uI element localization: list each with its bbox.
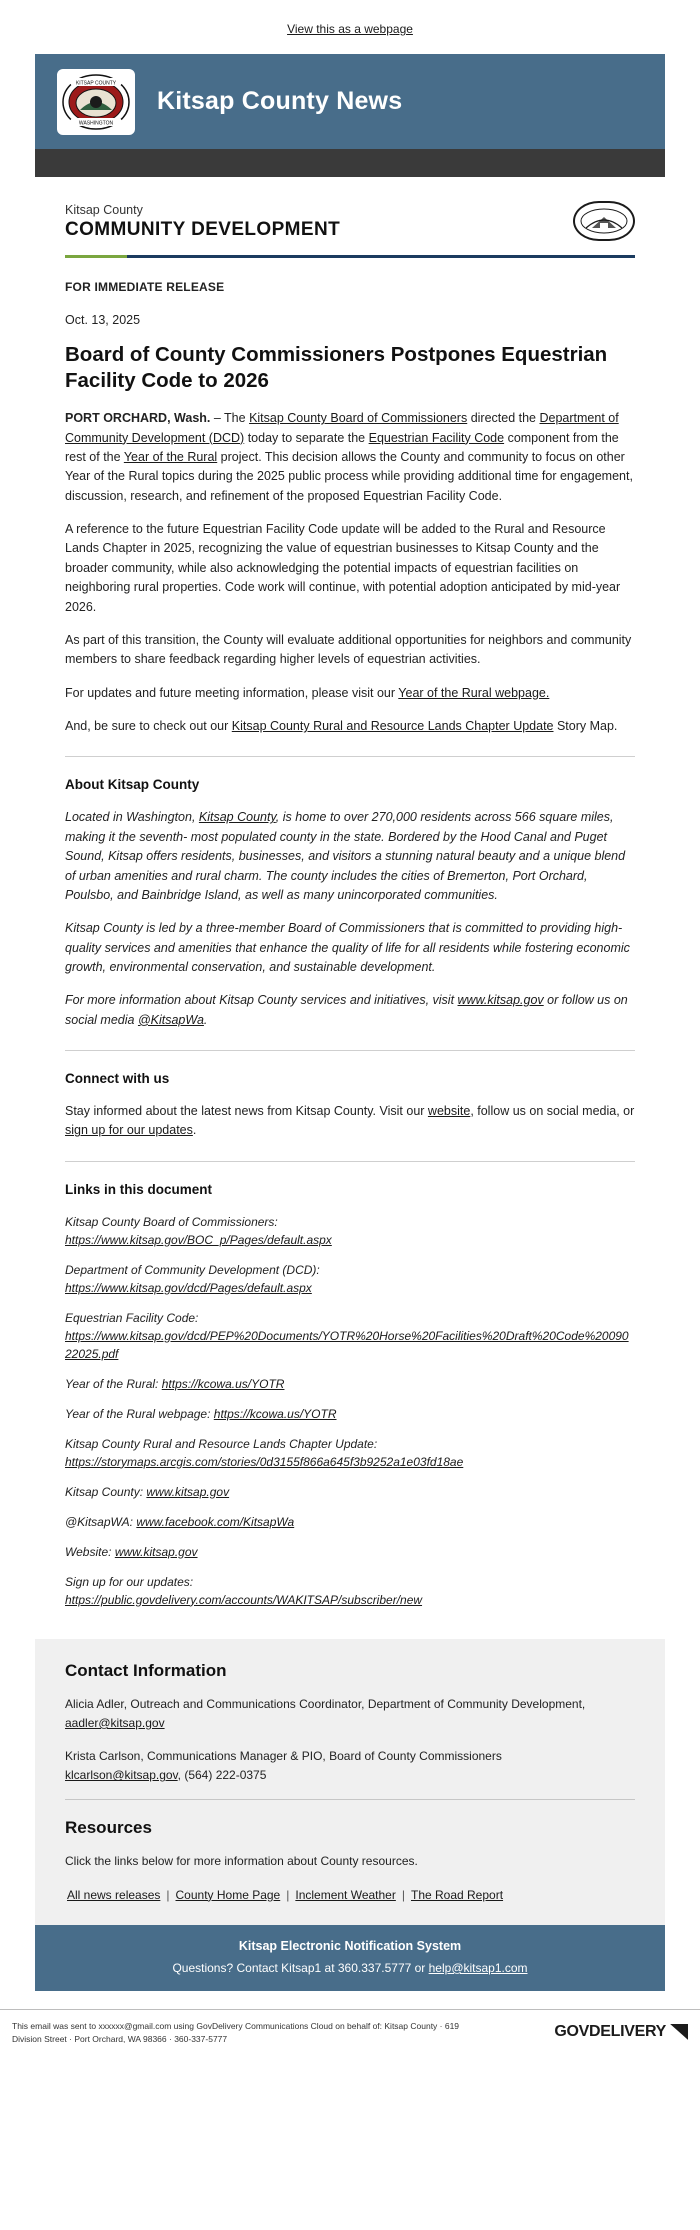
resources-title: Resources [65, 1818, 152, 1838]
link-year-of-the-rural[interactable]: Year of the Rural [123, 449, 218, 464]
link-kitsap-gov[interactable]: www.kitsap.gov [457, 993, 544, 1008]
content-card [35, 177, 665, 1639]
govdelivery-wordmark: GOVDELIVERY [554, 2022, 666, 2040]
link-url[interactable]: https://storymaps.arcgis.com/stories/0d3155f866a645f3b9252a1e03fd18ae [65, 1454, 464, 1469]
department-line1: Kitsap County [65, 203, 143, 217]
link-all-news-releases[interactable]: All news releases [67, 1887, 161, 1902]
footer-banner [35, 1925, 665, 1991]
link-label: @KitsapWA: [65, 1514, 133, 1529]
list-item [65, 1435, 635, 1471]
separator: | [166, 1887, 170, 1902]
list-item [65, 1483, 635, 1501]
link-label: Year of the Rural: [65, 1376, 159, 1391]
link-label: Year of the Rural webpage: [65, 1406, 211, 1421]
resources-links [65, 1886, 635, 1905]
resources-intro: Click the links below for more information about County resources. [65, 1854, 418, 1869]
contact-2-phone: , (564) 222-0375 [177, 1768, 267, 1783]
link-label: Kitsap County: [65, 1484, 144, 1499]
contact-person-1 [65, 1695, 635, 1733]
divider-about [65, 756, 635, 757]
list-item [65, 1543, 635, 1561]
p1-text-a: – The [210, 411, 250, 426]
link-road-report[interactable]: The Road Report [410, 1887, 504, 1902]
link-url[interactable]: https://public.govdelivery.com/accounts/WAKITSAP/subscriber/new [65, 1592, 423, 1607]
contact-section [35, 1639, 665, 1925]
p5-text-b: Story Map. [553, 719, 618, 734]
link-url[interactable]: www.kitsap.gov [146, 1484, 230, 1499]
link-label: Equestrian Facility Code: [65, 1310, 199, 1325]
links-in-document-title: Links in this document [65, 1181, 213, 1197]
release-paragraph-3: As part of this transition, the County will evaluate additional opportunities for neighbors and community members to share feedback regarding higher levels of equestrian activities. [65, 632, 632, 667]
link-county-home-page[interactable]: County Home Page [175, 1887, 281, 1902]
link-story-map[interactable]: Kitsap County Rural and Resource Lands Chapter Update [231, 719, 554, 734]
footer-title: Kitsap Electronic Notification System [238, 1938, 462, 1953]
link-url[interactable]: https://kcowa.us/YOTR [213, 1406, 337, 1421]
release-paragraph-1 [65, 409, 635, 506]
link-board-of-commissioners[interactable]: Kitsap County Board of Commissioners [249, 411, 468, 426]
divider-resources [65, 1799, 635, 1800]
link-label: Website: [65, 1544, 112, 1559]
contact-1-text: Alicia Adler, Outreach and Communications Coordinator, Department of Community Development, [65, 1696, 586, 1711]
about-paragraph-1 [65, 808, 635, 905]
page-title: Board of County Commissioners Postpones Equestrian Facility Code to 2026 [65, 342, 608, 392]
community-development-logo-icon [573, 201, 635, 241]
view-webpage-bar [0, 0, 700, 54]
p5-text-a: And, be sure to check out our [65, 719, 232, 734]
about-text-b: , is home to over 270,000 residents across 566 square miles, making it the seventh- most populated county in the state. Bordered by the Hood Canal and Puget Sound, Kitsap offers residents, businesses, and visitors a stunning natural beauty and a unique blend of urban amenities and rural charm. The county includes the cities of Bremerton, Port Orchard, Poulsbo, and Bainbridge Island, as well as many unincorporated communities. [65, 810, 626, 902]
list-item [65, 1261, 635, 1297]
department-header [35, 177, 665, 249]
banner-title: Kitsap County News [157, 87, 403, 115]
view-as-webpage-link[interactable]: View this as a webpage [287, 22, 413, 36]
email-link-kitsap1[interactable]: help@kitsap1.com [428, 1960, 528, 1975]
link-url[interactable]: https://kcowa.us/YOTR [161, 1376, 285, 1391]
link-url[interactable]: https://www.kitsap.gov/BOC_p/Pages/default.aspx [65, 1232, 332, 1247]
list-item [65, 1405, 635, 1423]
link-kitsap-county[interactable]: Kitsap County [198, 810, 276, 825]
p1-text-c: today to separate the [244, 430, 369, 445]
connect-text-a: Stay informed about the latest news from Kitsap County. Visit our [65, 1104, 428, 1119]
link-yotr-webpage[interactable]: Year of the Rural webpage. [398, 685, 550, 700]
link-url[interactable]: https://www.kitsap.gov/dcd/Pages/default.aspx [65, 1280, 312, 1295]
govdelivery-mark-icon [670, 2024, 688, 2040]
separator: | [286, 1887, 290, 1902]
p4-text-a: For updates and future meeting information, please visit our [65, 685, 399, 700]
about-paragraph-2: Kitsap County is led by a three-member Board of Commissioners that is committed to providing high-quality services and amenities that enhance the quality of life for all residents while fostering economic growth, environmental conservation, and sustainable development. [65, 921, 630, 975]
link-dcd[interactable]: Department of Community Development (DCD) [65, 411, 619, 445]
separator: | [401, 1887, 405, 1902]
email-body [35, 54, 665, 1991]
footer-text: Questions? Contact Kitsap1 at 360.337.5777 or [172, 1960, 429, 1975]
footer-contact-line [55, 1961, 645, 1975]
link-signup-updates[interactable]: sign up for our updates [65, 1123, 193, 1138]
link-website[interactable]: website [427, 1104, 471, 1119]
release-content [35, 258, 665, 1609]
header-banner [35, 54, 665, 149]
about-text-e: . [203, 1012, 208, 1027]
about-title: About Kitsap County [65, 777, 200, 793]
email-link-aadler[interactable]: aadler@kitsap.gov [65, 1715, 165, 1730]
link-label: Sign up for our updates: [65, 1574, 194, 1589]
p1-text-d: component from the rest of the [65, 430, 619, 464]
contact-title: Contact Information [65, 1660, 227, 1680]
links-in-document-list [65, 1213, 635, 1609]
govdelivery-logo [554, 2020, 688, 2044]
link-kitsapwa-social[interactable]: @KitsapWa [137, 1012, 204, 1027]
about-text-d: or follow us on social media [65, 993, 628, 1027]
connect-text-b: , follow us on social media, or [470, 1104, 635, 1119]
about-text-a: Located in Washington, [65, 810, 199, 825]
link-inclement-weather[interactable]: Inclement Weather [295, 1887, 396, 1902]
link-label: Kitsap County Rural and Resource Lands Chapter Update: [65, 1436, 378, 1451]
list-item [65, 1213, 635, 1249]
contact-person-2 [65, 1747, 635, 1785]
contact-2-text: Krista Carlson, Communications Manager & PIO, Board of County Commissioners [65, 1749, 502, 1764]
about-text-c: For more information about Kitsap County services and initiatives, visit [65, 993, 458, 1008]
email-link-klcarlson[interactable]: klcarlson@kitsap.gov [65, 1768, 178, 1783]
link-url[interactable]: www.facebook.com/KitsapWa [136, 1514, 295, 1529]
release-label: FOR IMMEDIATE RELEASE [65, 280, 225, 294]
legal-footer [0, 2009, 700, 2060]
legal-text: This email was sent to xxxxxx@gmail.com using GovDelivery Communications Cloud on behalf of: Kitsap County · 619 Division Street · Port Orchard, WA 98366 · 360-337-5777 [12, 2020, 460, 2044]
connect-title: Connect with us [65, 1071, 170, 1087]
about-paragraph-3 [65, 991, 635, 1030]
department-line2: COMMUNITY DEVELOPMENT [65, 219, 341, 240]
link-url[interactable]: www.kitsap.gov [114, 1544, 198, 1559]
connect-paragraph [65, 1102, 635, 1141]
list-item [65, 1309, 635, 1363]
p1-text-b: directed the [467, 411, 540, 426]
banner-dark-strip [35, 149, 665, 177]
svg-text:KITSAP COUNTY: KITSAP COUNTY [75, 80, 117, 86]
link-equestrian-facility-code[interactable]: Equestrian Facility Code [368, 430, 505, 445]
release-date: Oct. 13, 2025 [65, 312, 141, 327]
svg-text:WASHINGTON: WASHINGTON [78, 120, 114, 126]
link-label: Kitsap County Board of Commissioners: [65, 1214, 278, 1229]
county-seal-icon [57, 69, 135, 135]
divider-connect [65, 1050, 635, 1051]
list-item [65, 1573, 635, 1609]
link-label: Department of Community Development (DCD): [65, 1262, 320, 1277]
divider-links [65, 1161, 635, 1162]
release-paragraph-2: A reference to the future Equestrian Facility Code update will be added to the Rural and Resource Lands Chapter in 2025, recognizing the value of equestrian businesses to Kitsap County and the broader community, while also acknowledging the potential impacts of equestrian facilities on neighboring rural properties. Code work will continue, with potential adoption anticipated by mid-year 2026. [65, 522, 621, 614]
link-url[interactable]: https://www.kitsap.gov/dcd/PEP%20Documents/YOTR%20Horse%20Facilities%20Draft%20Code%2009022025.pdf [65, 1328, 629, 1361]
release-paragraph-5 [65, 717, 635, 736]
dateline: PORT ORCHARD, Wash. [65, 411, 211, 426]
list-item [65, 1375, 635, 1393]
connect-text-c: . [192, 1123, 197, 1138]
list-item [65, 1513, 635, 1531]
release-paragraph-4 [65, 684, 635, 703]
p1-text-e: project. This decision allows the County and community to focus on other Year of the Rural topics during the 2025 public process while providing additional time for engagement, discussion, research, and refinement of the proposed Equestrian Facility Code. [65, 449, 633, 503]
